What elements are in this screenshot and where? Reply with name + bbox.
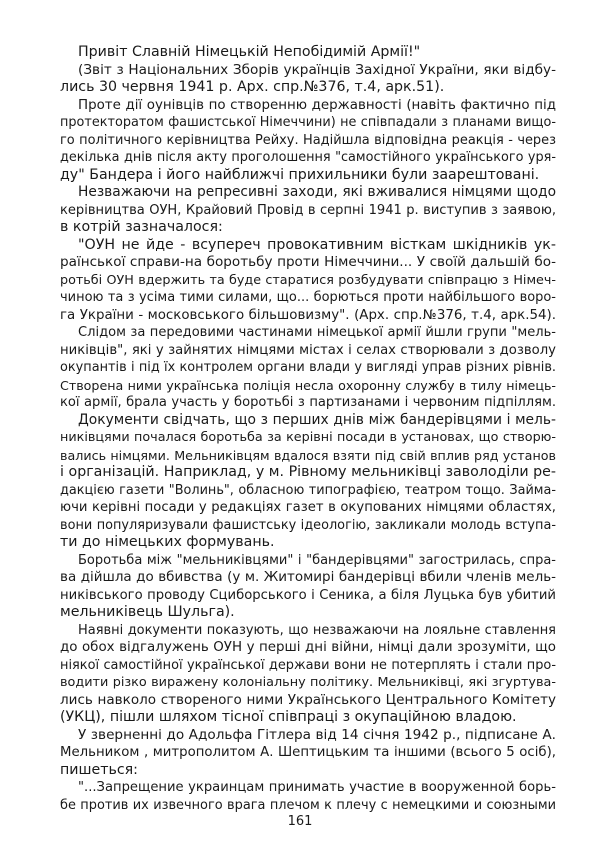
text-line: Незважаючи на репресивні заходи, які вживалися німцями щодо — [78, 184, 556, 200]
text-line: Створена ними українська поліція несла охоронну службу в тилу німець- — [60, 377, 556, 393]
paragraph — [60, 184, 556, 237]
text-line: окупантів і під їх контролем органи влади у вигляді управ різних рівнів. — [60, 360, 556, 375]
paragraph — [60, 237, 556, 325]
text-line: ротьбі ОУН вдержить та буде старатися розбудувати співпрацю з Німеч- — [60, 272, 556, 288]
text-line: ва дійшла до вбивства (у м. Житомирі бандерівці вбили членів мель- — [60, 569, 556, 585]
text-line: мельниківець Шульга). — [60, 604, 235, 620]
text-line: У зверненні до Адольфа Гітлера від 14 січня 1942 р., підписане А. — [78, 726, 556, 743]
text-line: водити різко виражену колоніальну політику. Мельниківці, які згуртува- — [60, 675, 556, 690]
text-line: ніякої самостійної української держави вони не потерплять і стали про- — [60, 657, 556, 673]
paragraph — [60, 779, 556, 814]
paragraph — [60, 97, 556, 185]
text-line: лись 30 червня 1941 р. Арх. спр.№376, т.4, арк.51). — [60, 79, 445, 95]
text-line: декілька днів після акту проголошення "самостійного українського уря- — [60, 150, 556, 165]
text-line: лись навколо створеного ними Українського Центрального Комітету — [60, 691, 556, 708]
text-line: кої армії, брала участь у боротьбі з партизанами і червоним підпіллям. — [60, 395, 556, 410]
text-line: никівського проводу Сциборського і Сеника, а біля Луцька був убитий — [60, 587, 556, 603]
text-line: керівництва ОУН, Крайовий Провід в серпні 1941 р. виступив з заявою, — [60, 202, 556, 218]
text-line: (УКЦ), пішли шляхом тісної співпраці з окупаційною владою. — [60, 709, 517, 725]
text-line: протекторатом фашистської Німеччини) не співпадали з планами вищо- — [60, 115, 556, 130]
text-line: Наявні документи показують, що незважаючи на лояльне ставлення — [78, 622, 556, 638]
paragraph — [60, 622, 556, 727]
paragraph — [60, 552, 556, 622]
document-body — [60, 44, 556, 814]
text-line: бе против их извечного врага плечом к плечу с немецкими и союзными — [60, 797, 556, 813]
text-line: пишеться: — [60, 761, 138, 778]
text-line: в котрій зазначалося: — [60, 219, 223, 235]
text-line: никівцями почалася боротьба за керівні посади в установах, що створю- — [60, 430, 556, 445]
paragraph — [60, 727, 556, 780]
text-line: никівців", які у зайнятих німцями містах і селах створювали з дозволу — [60, 342, 556, 358]
text-line: го політичного керівництва Рейху. Надійшла відповідна реакція - через — [60, 132, 556, 148]
text-line: Проте дії оунівців по створенню державності (навіть фактично під — [78, 97, 556, 113]
text-line: Документи свідчать, що з перших днів між бандерівцями і мель- — [78, 411, 556, 428]
text-line: (Звіт з Національних Зборів українців Західної України, яки відбу- — [78, 61, 556, 78]
text-line: до обох відгалужень ОУН у перші дні війни, німці дали зрозуміти, що — [60, 640, 556, 655]
text-line: і організацій. Наприклад, у м. Рівному мельниківці заволоділи ре- — [60, 464, 556, 480]
text-line: ючи керівні посади у редакціях газет в окупованих німцями областях, — [60, 500, 556, 515]
paragraph — [60, 62, 556, 97]
paragraph — [60, 324, 556, 412]
text-line: "...Запрещение украинцам принимать участие в вооруженной борь- — [78, 780, 556, 795]
text-line: дакцією газети "Волинь", обласною типографією, театром тощо. Займа- — [60, 482, 556, 498]
text-line: "ОУН не йде - всупереч провокативним вісткам шкідників ук- — [78, 236, 556, 253]
text-line: Боротьба між "мельниківцями" і "бандерівцями" загострилась, спра- — [78, 552, 556, 568]
text-line: Привіт Славній Німецькій Непобідимій Армії!" — [78, 44, 421, 60]
text-line: вони популяризували фашистську ідеологію, закликали молодь вступа- — [60, 517, 556, 533]
page-number: 161 — [287, 814, 313, 829]
paragraph — [60, 412, 556, 552]
text-line: га України - московського більшовизму". (Арх. спр.№376, т.4, арк.54). — [60, 307, 556, 323]
text-line: Слідом за передовими частинами німецької армії йшли групи "мель- — [78, 325, 556, 340]
text-line: Мельником , митрополитом А. Шептицьким та іншими (всього 5 осіб), — [60, 745, 556, 760]
text-line: ти до німецьких формувань. — [60, 534, 275, 550]
text-line: вались німцями. Мельниківцям вдалося взяти під свій вплив ряд установ — [60, 447, 556, 463]
paragraph — [60, 44, 556, 62]
text-line: ду" Бандера і його найближчі прихильники були заарештовані. — [60, 166, 540, 183]
text-line: раїнської справи-на боротьбу проти Німеччини... У своїй дальшій бо- — [60, 254, 556, 270]
text-line: чиною та з усіма тими силами, що... борються проти найбільшого воро- — [60, 290, 556, 305]
